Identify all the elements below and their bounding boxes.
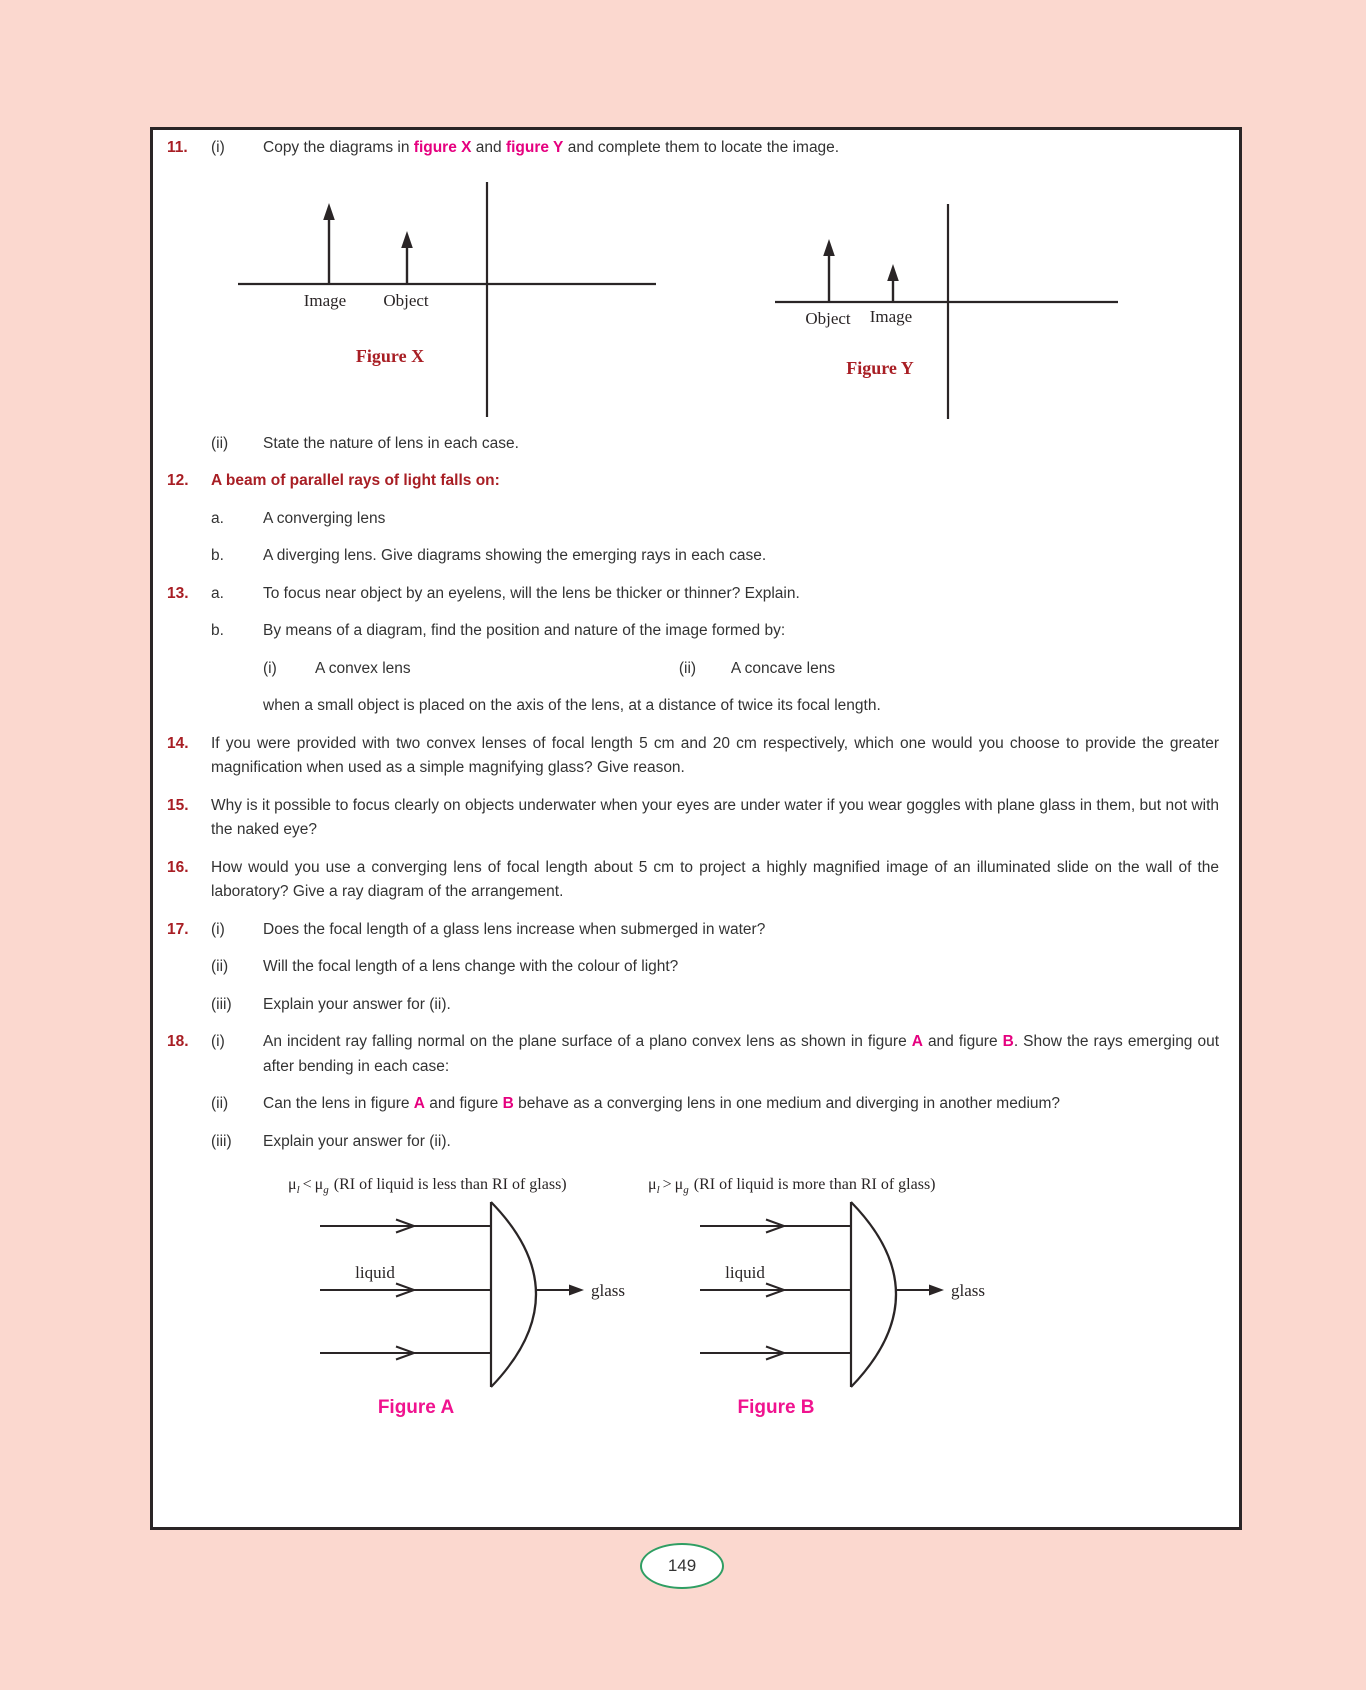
question-row [167, 1130, 1219, 1155]
text-segment: Explain your answer for (ii). [263, 995, 451, 1013]
subitem-text: A convex lens [315, 659, 411, 677]
question-label: a. [211, 584, 224, 602]
mu-subscript: l [656, 1184, 660, 1197]
subitem-label: (i) [263, 659, 277, 677]
object-arrowhead-icon [823, 239, 835, 256]
incident-rays [700, 1220, 851, 1360]
question-text [263, 1130, 1219, 1155]
question-text [263, 619, 1219, 644]
question-label: (iii) [211, 1132, 232, 1150]
question-number [167, 955, 211, 980]
figure-x-left-label: Image [303, 290, 347, 310]
question-row [167, 993, 1219, 1018]
figure-y-caption: Figure Y [846, 357, 914, 378]
question-row [167, 582, 1219, 607]
incident-rays [320, 1220, 491, 1360]
question-number [167, 657, 211, 682]
question-text [263, 1092, 1219, 1117]
text-segment: A converging lens [263, 509, 386, 527]
mu-symbol: μ [314, 1176, 324, 1193]
question-text [211, 856, 1219, 905]
text-segment: How would you use a converging lens of focal length about 5 cm to project a highly magnified image of an illuminated slide on the wall of the laboratory? Give a ray diagram of the arrangement. [211, 858, 1219, 900]
plano-convex-lens-diagram-b [660, 1200, 1020, 1395]
figure-x-arrows [323, 203, 413, 284]
text-segment: when a small object is placed on the axis of the lens, at a distance of twice its focal length. [263, 697, 881, 714]
question-row [167, 1092, 1219, 1117]
question-label: b. [211, 547, 224, 564]
question-number: 13. [167, 584, 189, 602]
question-label: (ii) [211, 958, 229, 975]
text-segment: and figure [425, 1095, 503, 1112]
mu-operator: < [302, 1176, 312, 1193]
text-segment: Explain your answer for (ii). [263, 1132, 451, 1150]
question-text [211, 794, 1219, 843]
question-text [211, 732, 1219, 781]
question-label: (i) [211, 1033, 225, 1050]
question-row [167, 469, 1219, 494]
figure-b-block [648, 1176, 1018, 1419]
question-row [167, 136, 1219, 161]
text-segment: figure Y [505, 139, 564, 156]
emergent-ray [536, 1285, 584, 1296]
emergent-arrowhead-icon [569, 1285, 584, 1296]
question-text [263, 993, 1219, 1018]
text-segment: A [911, 1033, 923, 1050]
mu-operator: > [662, 1176, 672, 1193]
question-row [167, 1030, 1219, 1079]
text-segment: An incident ray falling normal on the plane surface of a plano convex lens as shown in figure [263, 1033, 912, 1050]
page-number: 149 [667, 1556, 697, 1575]
figure-y-arrows [823, 239, 899, 302]
mu-subscript: l [296, 1184, 300, 1197]
text-segment: By means of a diagram, find the position and nature of the image formed by: [263, 622, 786, 639]
mu-relation-caption-b [648, 1176, 1018, 1198]
text-segment: Copy the diagrams in [263, 139, 414, 156]
figure-a-caption: Figure A [377, 1397, 455, 1418]
content-box [150, 127, 1242, 1530]
text-segment: A [413, 1095, 425, 1112]
question-subitems-row [167, 657, 1219, 682]
question-label: (ii) [211, 1095, 229, 1112]
questions-block [167, 432, 1219, 1155]
text-segment: If you were provided with two convex lenses of focal length 5 cm and 20 cm respectively, which one would you choose to provide the greater magnification when used as a simple magnifying glass? Give reason. [211, 734, 1219, 776]
text-segment: Does the focal length of a glass lens increase when submerged in water? [263, 920, 766, 938]
text-segment: B [502, 1095, 514, 1112]
text-segment: Can the lens in figure [263, 1095, 414, 1112]
emergent-ray [896, 1285, 944, 1296]
question-text [263, 918, 1219, 943]
figure-x-diagram [230, 174, 660, 419]
question-text [263, 1030, 1219, 1079]
mu-note: (RI of liquid is more than RI of glass) [693, 1176, 936, 1193]
text-segment: A beam of parallel rays of light falls on: [211, 472, 500, 489]
question-row [167, 544, 1219, 569]
text-segment: To focus near object by an eyelens, will the lens be thicker or thinner? Explain. [263, 584, 800, 602]
subitem-label: (ii) [678, 659, 697, 677]
lens-figures-row [167, 1176, 1219, 1431]
figure-x-axes [238, 182, 656, 417]
question-row [167, 694, 1219, 719]
question-label: (ii) [211, 434, 229, 452]
question-row [167, 507, 1219, 532]
image-arrowhead-icon [887, 264, 899, 281]
figure-x-caption: Figure X [355, 345, 425, 366]
question-text [263, 544, 1219, 569]
figure-xy-diagrams [167, 174, 1219, 424]
question-text [263, 694, 1219, 719]
object-arrowhead-icon [401, 231, 413, 248]
text-segment: B [1002, 1033, 1014, 1050]
two-column-subitems [263, 657, 1219, 682]
figure-y-left-label: Object [805, 308, 851, 328]
text-segment: A diverging lens. Give diagrams showing the emerging rays in each case. [263, 547, 767, 564]
question-label: (iii) [211, 995, 232, 1013]
question-text [263, 136, 1219, 161]
question-number [167, 544, 211, 569]
question-label: (i) [211, 920, 225, 938]
question-text [263, 955, 1219, 980]
question-text [263, 582, 1219, 607]
text-segment: Why is it possible to focus clearly on objects underwater when your eyes are under water if you wear goggles with plane glass in them, but not with the naked eye? [211, 796, 1219, 838]
text-segment: Will the focal length of a lens change with the colour of light? [263, 958, 679, 975]
question-number: 14. [167, 734, 189, 752]
question-number [167, 507, 211, 532]
question-label [211, 694, 263, 719]
question-text [263, 507, 1219, 532]
text-segment: and complete them to locate the image. [563, 139, 840, 156]
mu-symbol: μ [648, 1176, 657, 1193]
liquid-label: liquid [725, 1263, 765, 1282]
figure-b-caption: Figure B [737, 1397, 815, 1418]
question-row [167, 619, 1219, 644]
mu-symbol: μ [288, 1176, 297, 1193]
mu-relation-caption-a [288, 1176, 658, 1198]
question-text [263, 432, 1219, 457]
question-number: 18. [167, 1033, 189, 1050]
subitem-text: A concave lens [730, 659, 836, 677]
question-number: 16. [167, 858, 189, 876]
mu-symbol: μ [674, 1176, 684, 1193]
liquid-label: liquid [355, 1263, 395, 1282]
question-number: 17. [167, 920, 189, 938]
question-number [167, 694, 211, 719]
text-segment: figure X [413, 139, 472, 156]
question-row [167, 856, 1219, 905]
page-number-badge [640, 1543, 724, 1589]
lens-convex-surface [491, 1202, 536, 1387]
lens-outline [491, 1202, 536, 1387]
question-number: 15. [167, 796, 189, 814]
question-row [167, 955, 1219, 980]
question-text [211, 469, 1219, 494]
text-segment: State the nature of lens in each case. [263, 434, 519, 452]
glass-label: glass [951, 1281, 985, 1300]
plano-convex-lens-diagram-a [300, 1200, 660, 1395]
question-label: (i) [211, 139, 225, 156]
text-segment: and [471, 139, 506, 156]
question-row [167, 918, 1219, 943]
image-arrowhead-icon [323, 203, 335, 220]
question-number [167, 619, 211, 644]
question-row [167, 794, 1219, 843]
lens-convex-surface [851, 1202, 896, 1387]
question-number [167, 1130, 211, 1155]
mu-subscript: g [683, 1184, 689, 1197]
glass-label: glass [591, 1281, 625, 1300]
question-11-block [167, 136, 1219, 161]
question-number [167, 993, 211, 1018]
text-segment: and figure [922, 1033, 1003, 1050]
figure-y-right-label: Image [869, 306, 913, 326]
mu-subscript: g [323, 1184, 329, 1197]
emergent-arrowhead-icon [929, 1285, 944, 1296]
question-number [167, 1092, 211, 1117]
question-label: b. [211, 622, 224, 639]
question-number: 12. [167, 472, 189, 489]
subitem [679, 657, 1219, 682]
text-segment: behave as a converging lens in one medium and diverging in another medium? [513, 1095, 1061, 1112]
figure-x-right-label: Object [383, 290, 429, 310]
figure-y-diagram [740, 174, 1130, 419]
text-segment: . Show the rays emerging out after bending in each case: [263, 1033, 1219, 1075]
question-number [167, 432, 211, 457]
question-number: 11. [167, 139, 188, 156]
subitem [263, 657, 679, 682]
question-row [167, 732, 1219, 781]
figure-a-block [288, 1176, 658, 1419]
lens-outline [851, 1202, 896, 1387]
question-label: a. [211, 509, 224, 527]
mu-note: (RI of liquid is less than RI of glass) [333, 1176, 567, 1193]
question-row [167, 432, 1219, 457]
